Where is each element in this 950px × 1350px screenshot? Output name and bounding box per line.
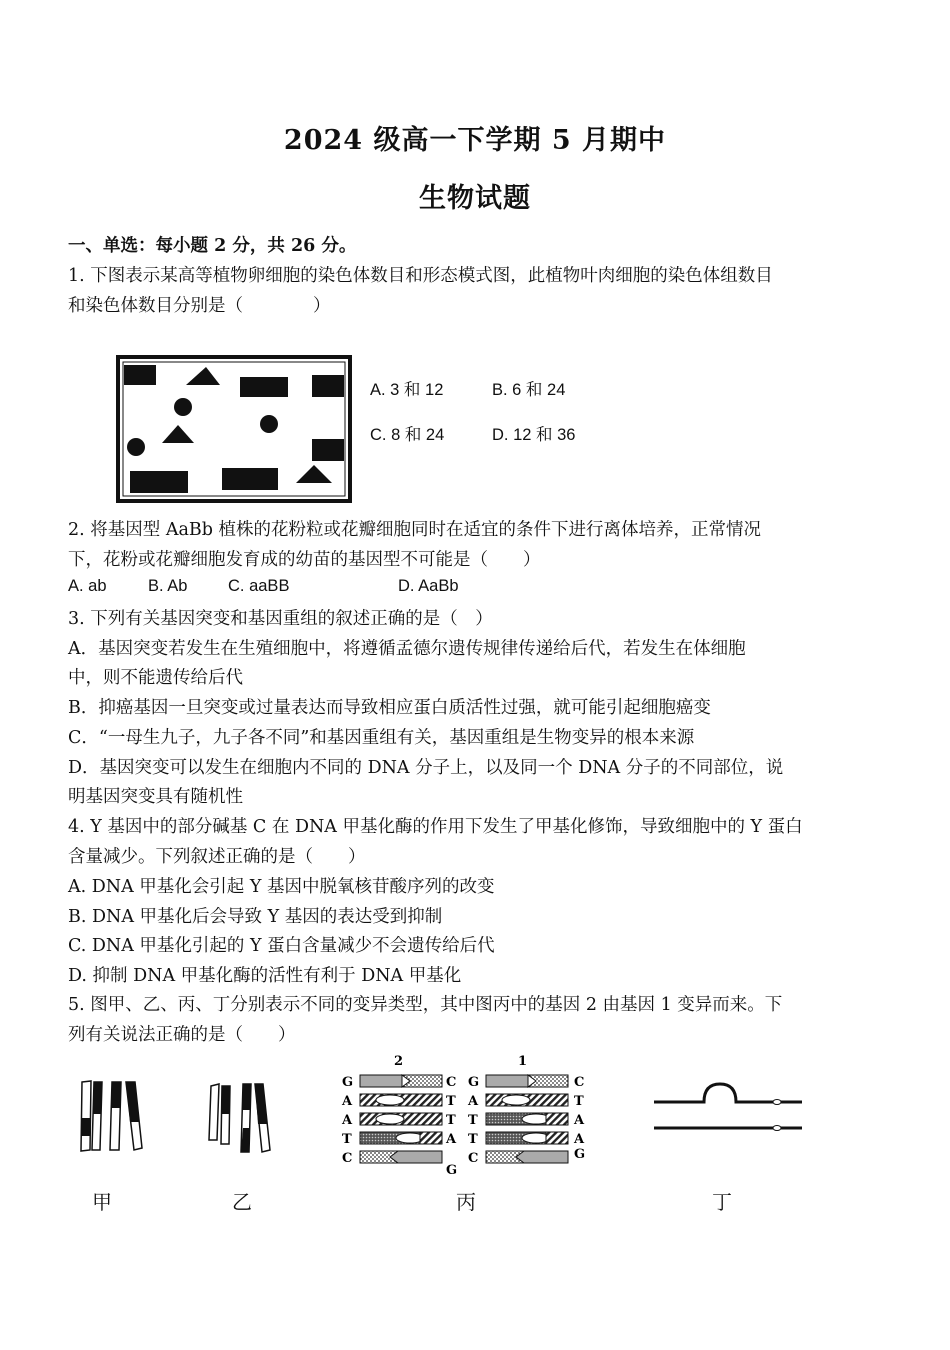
q1-option-d: D. 12 和 36 <box>492 426 576 444</box>
q2-stem-line1: 2. 将基因型 AaBb 植株的花粉粒或花瓣细胞同时在适宜的条件下进行离体培养，正常情况 <box>68 520 762 540</box>
q2-option-b: B. Ab <box>148 577 188 595</box>
figure-yi-chromosomes <box>207 1080 277 1154</box>
page-title: 2024 级高一下学期 5 月期中 <box>283 125 667 156</box>
q1-option-c: C. 8 和 24 <box>370 426 445 444</box>
q3-option-c: C．“一母生九子，九子各不同”和基因重组有关，基因重组是生物变异的根本来源 <box>68 728 695 748</box>
figure-caption-yi: 乙 <box>232 1190 252 1214</box>
chromosome-figure <box>116 355 352 503</box>
q2-option-d: D. AaBb <box>398 577 459 595</box>
gene2-right-base: T <box>446 1113 456 1128</box>
gene1-right-base: G <box>574 1147 586 1162</box>
gene2-right-base: A <box>446 1132 457 1147</box>
figure-bing-gene-diagram <box>338 1052 594 1182</box>
q4-option-b: B. DNA 甲基化后会导致 Y 基因的表达受到抑制 <box>68 907 443 927</box>
gene1-label: 1 <box>518 1054 528 1069</box>
gene1-left-base: G <box>468 1075 480 1090</box>
q1-option-a: A. 3 和 12 <box>370 381 444 399</box>
figure-caption-bing: 丙 <box>456 1190 476 1214</box>
section-heading: 一、单选：每小题 2 分，共 26 分。 <box>68 236 357 256</box>
q3-option-a-line1: A．基因突变若发生在生殖细胞中，将遵循孟德尔遗传规律传递给后代，若发生在体细胞 <box>68 639 746 659</box>
gene2-left-base: T <box>342 1132 352 1147</box>
q5-stem-line2: 列有关说法正确的是（ ） <box>68 1025 296 1045</box>
q3-option-a-line2: 中，则不能遗传给后代 <box>68 668 243 688</box>
q4-stem-line2: 含量减少。下列叙述正确的是（ ） <box>68 847 366 867</box>
q5-stem-line1: 5. 图甲、乙、丙、丁分别表示不同的变异类型，其中图丙中的基因 2 由基因 1 变异而来。下 <box>68 995 783 1015</box>
gene2-label: 2 <box>394 1054 404 1069</box>
page-subtitle: 生物试题 <box>419 183 531 214</box>
q3-option-d-line2: 明基因突变具有随机性 <box>68 787 243 807</box>
gene2-left-base: G <box>342 1075 354 1090</box>
gene2-left-base: A <box>342 1113 353 1128</box>
gene1-right-base: A <box>574 1113 585 1128</box>
figure-caption-jia: 甲 <box>92 1190 112 1214</box>
gene2-left-base: C <box>342 1151 353 1166</box>
gene1-right-base: A <box>574 1132 585 1147</box>
gene1-left-base: A <box>468 1094 479 1109</box>
gene2-left-base: A <box>342 1094 353 1109</box>
q4-option-a: A. DNA 甲基化会引起 Y 基因中脱氧核苷酸序列的改变 <box>68 877 495 897</box>
q1-stem-line1: 1. 下图表示某高等植物卵细胞的染色体数目和形态模式图，此植物叶肉细胞的染色体组数目 <box>68 266 773 286</box>
figure-ding-chromosome-loop <box>652 1076 806 1136</box>
q3-option-d-line1: D．基因突变可以发生在细胞内不同的 DNA 分子上，以及同一个 DNA 分子的不同部位，说 <box>68 758 784 778</box>
q1-option-b: B. 6 和 24 <box>492 381 566 399</box>
q4-stem-line1: 4. Y 基因中的部分碱基 C 在 DNA 甲基化酶的作用下发生了甲基化修饰，导致细胞中的 Y 蛋白 <box>68 817 803 837</box>
figure-jia-chromosomes <box>78 1078 150 1152</box>
gene1-left-base: T <box>468 1132 478 1147</box>
q3-stem: 3. 下列有关基因突变和基因重组的叙述正确的是（ ） <box>68 609 493 629</box>
q4-option-d: D. 抑制 DNA 甲基化酶的活性有利于 DNA 甲基化 <box>68 966 462 986</box>
q3-option-b: B．抑癌基因一旦突变或过量表达而导致相应蛋白质活性过强，就可能引起细胞癌变 <box>68 698 711 718</box>
gene1-right-base: T <box>574 1094 584 1109</box>
q1-stem-line2: 和染色体数目分别是（ ） <box>68 296 331 316</box>
gene1-left-base: T <box>468 1113 478 1128</box>
q4-option-c: C. DNA 甲基化引起的 Y 蛋白含量减少不会遗传给后代 <box>68 936 495 956</box>
q2-option-c: C. aaBB <box>228 577 290 595</box>
gene2-right-base: G <box>446 1163 458 1178</box>
q2-option-a: A. ab <box>68 577 107 595</box>
gene1-right-base: C <box>574 1075 585 1090</box>
gene2-right-base: T <box>446 1094 456 1109</box>
gene2-right-base: C <box>446 1075 457 1090</box>
figure-caption-ding: 丁 <box>712 1190 732 1214</box>
q2-stem-line2: 下，花粉或花瓣细胞发育成的幼苗的基因型不可能是（ ） <box>68 550 541 570</box>
gene1-left-base: C <box>468 1151 479 1166</box>
